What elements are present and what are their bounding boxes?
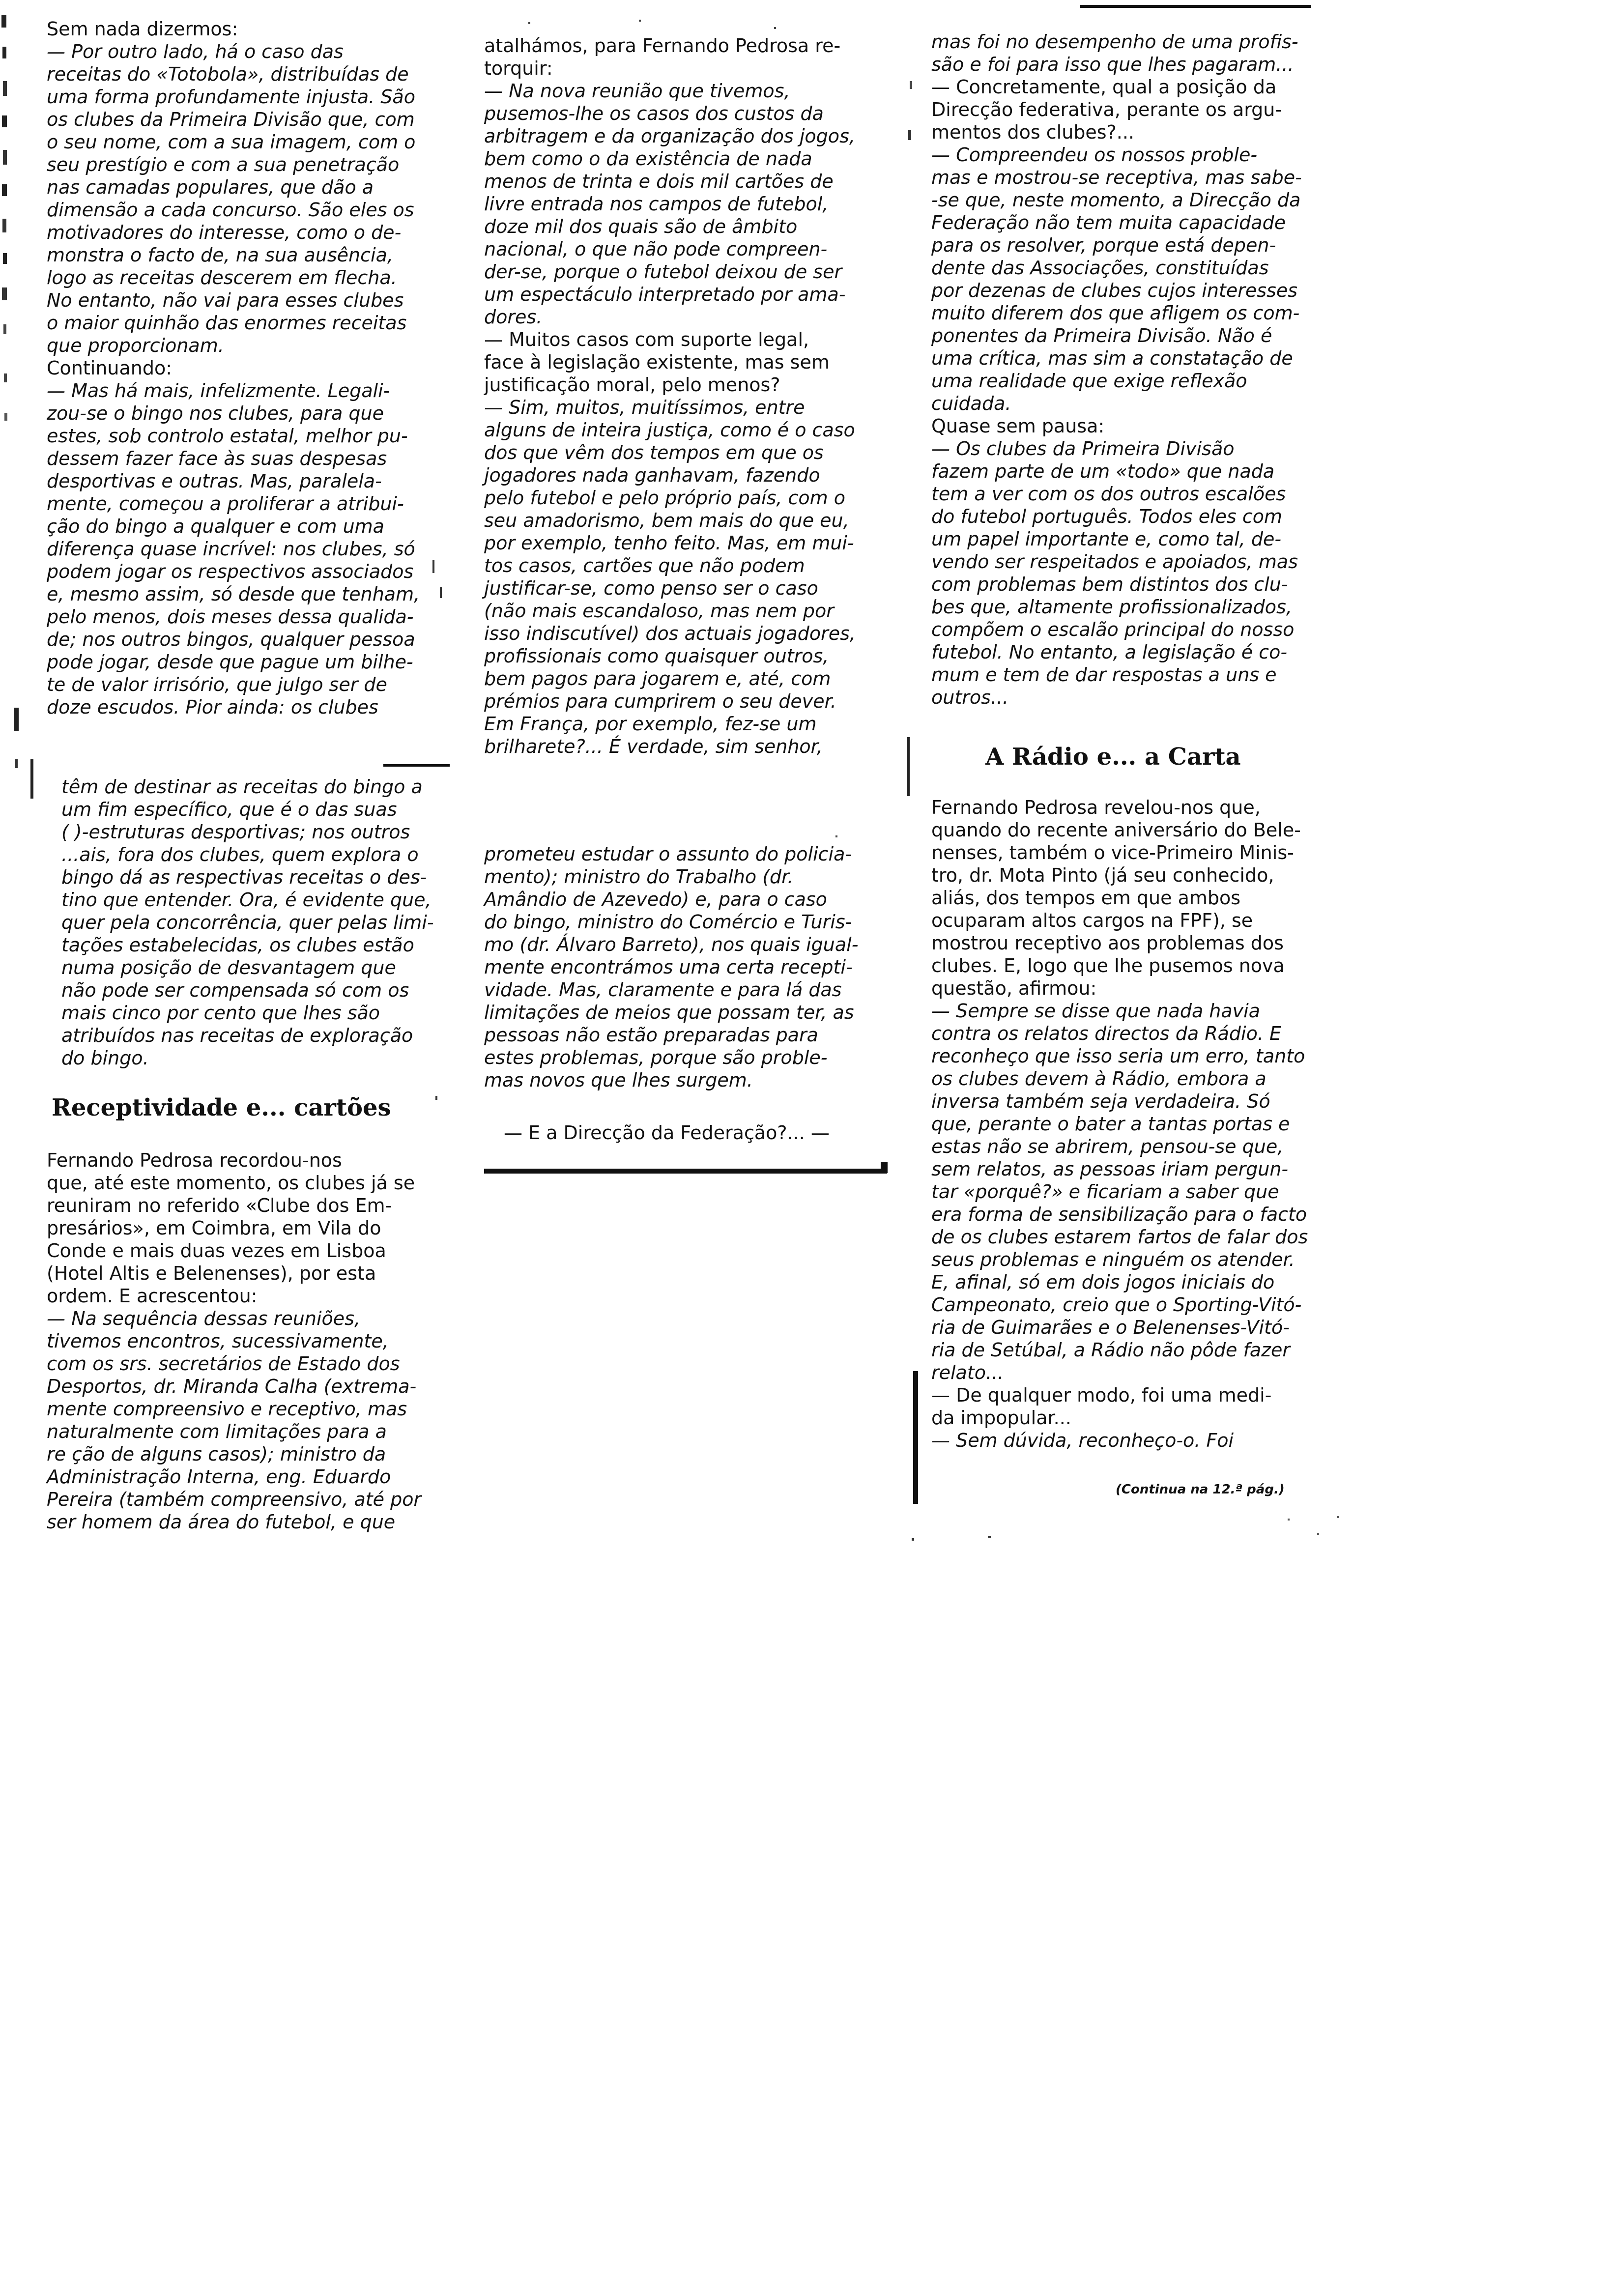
text-line: dente das Associações, constituídas — [931, 257, 1269, 279]
text-line: era forma de sensibilização para o facto — [931, 1204, 1307, 1225]
text-line: tos casos, cartões que não podem — [484, 555, 805, 576]
text-line: futebol. No entanto, a legislação é co- — [931, 641, 1288, 663]
text-line: não pode ser compensada só com os — [61, 979, 409, 1001]
text-line: ...ais, fora dos clubes, quem explora o — [61, 844, 419, 865]
text-line: reconheço que isso seria um erro, tanto — [931, 1045, 1305, 1067]
text-line: mais cinco por cento que lhes são — [61, 1002, 380, 1024]
text-line: compõem o escalão principal do nosso — [931, 619, 1295, 640]
text-line: por dezenas de clubes cujos interesses — [931, 280, 1297, 301]
text-line: ser homem da área do futebol, e que — [47, 1511, 396, 1533]
text-line: prometeu estudar o assunto do policia- — [484, 843, 852, 865]
text-line: pode jogar, desde que pague um bilhe- — [47, 651, 413, 673]
section-heading-receptividade: Receptividade e... cartões — [52, 1094, 391, 1121]
text-line: doze mil dos quais são de âmbito — [484, 216, 798, 237]
text-line: nacional, o que não pode compreen- — [484, 238, 828, 260]
text-line: — Compreendeu os nossos proble- — [931, 144, 1258, 166]
text-line: presários», em Coimbra, em Vila do — [47, 1217, 381, 1239]
text-line: mum e tem de dar respostas a uns e — [931, 664, 1277, 686]
text-line: tações estabelecidas, os clubes estão — [61, 934, 414, 956]
text-line: isso indiscutível) dos actuais jogadores, — [484, 623, 856, 644]
text-line: te de valor irrisório, que julgo ser de — [47, 674, 387, 695]
text-line: com problemas bem distintos dos clu- — [931, 574, 1288, 595]
text-line: Fernando Pedrosa recordou-nos — [47, 1149, 342, 1171]
text-line: Administração Interna, eng. Eduardo — [47, 1466, 391, 1488]
text-line: — Concretamente, qual a posição da — [931, 76, 1277, 98]
text-line: justificação moral, pelo menos? — [484, 374, 780, 396]
text-line: — Muitos casos com suporte legal, — [484, 329, 809, 350]
text-line: seu prestígio e com a sua penetração — [47, 154, 400, 175]
text-line: uma realidade que exige reflexão — [931, 370, 1247, 392]
text-line: naturalmente com limitações para a — [47, 1421, 387, 1442]
text-line: têm de destinar as receitas do bingo a — [61, 776, 423, 798]
text-line: — Os clubes da Primeira Divisão — [931, 438, 1235, 459]
text-line: mente encontrámos uma certa recepti- — [484, 956, 853, 978]
text-line: pelo futebol e pelo próprio país, com o — [484, 487, 846, 509]
text-line: de os clubes estarem fartos de falar dos — [931, 1226, 1308, 1248]
text-line: — De qualquer modo, foi uma medi- — [931, 1384, 1272, 1406]
text-line: mas e mostrou-se receptiva, mas sabe- — [931, 167, 1302, 188]
text-line: que proporcionam. — [47, 335, 224, 356]
text-line: ocuparam altos cargos na FPF), se — [931, 910, 1253, 931]
text-line: mento); ministro do Trabalho (dr. — [484, 866, 794, 888]
text-line: diferença quase incrível: nos clubes, só — [47, 538, 415, 560]
text-line: justificar-se, como penso ser o caso — [484, 577, 818, 599]
text-line: um papel importante e, como tal, de- — [931, 528, 1282, 550]
text-line: muito diferem dos que afligem os com- — [931, 302, 1300, 324]
text-line: dores. — [484, 306, 543, 328]
text-line: bingo dá as respectivas receitas o des- — [61, 866, 427, 888]
text-line: Em França, por exemplo, fez-se um — [484, 713, 817, 735]
text-line: inversa também seja verdadeira. Só — [931, 1091, 1270, 1112]
text-line: Amândio de Azevedo) e, para o caso — [484, 889, 827, 910]
text-line: mente, começou a proliferar a atribui- — [47, 493, 404, 515]
text-line: prémios para cumprirem o seu dever. — [484, 690, 836, 712]
text-line: o seu nome, com a sua imagem, com o — [47, 131, 416, 153]
text-line: que, até este momento, os clubes já se — [47, 1172, 415, 1194]
text-line: jogadores nada ganhavam, fazendo — [484, 464, 820, 486]
section-heading-radio: A Rádio e... a Carta — [985, 743, 1241, 771]
text-line: monstra o facto de, na sua ausência, — [47, 244, 393, 266]
text-line: E, afinal, só em dois jogos iniciais do — [931, 1271, 1275, 1293]
text-line: tino que entender. Ora, é evidente que, — [61, 889, 432, 911]
text-line: seus problemas e ninguém os atender. — [931, 1249, 1295, 1270]
text-line: por exemplo, tenho feito. Mas, em mui- — [484, 532, 854, 554]
text-line: mostrou receptivo aos problemas dos — [931, 932, 1284, 954]
text-line: Desportos, dr. Miranda Calha (extrema- — [47, 1376, 417, 1397]
text-line: mo (dr. Álvaro Barreto), nos quais igual- — [484, 934, 859, 955]
text-line: bem pagos para jogarem e, até, com — [484, 668, 831, 689]
continued-note: (Continua na 12.ª pág.) — [1116, 1482, 1285, 1497]
text-line: contra os relatos directos da Rádio. E — [931, 1023, 1281, 1044]
text-line: o maior quinhão das enormes receitas — [47, 312, 407, 334]
column-1 — [47, 0, 450, 1573]
text-line: pusemos-lhe os casos dos custos da — [484, 103, 824, 124]
text-line: Continuando: — [47, 357, 173, 379]
text-line: ção do bingo a qualquer e com uma — [47, 516, 384, 537]
text-line: brilharete?... É verdade, sim senhor, — [484, 736, 823, 757]
text-line: — Por outro lado, há o caso das — [47, 41, 344, 62]
text-line: são e foi para isso que lhes pagaram... — [931, 54, 1294, 75]
text-line: torquir: — [484, 57, 553, 79]
text-line: os clubes da Primeira Divisão que, com — [47, 109, 415, 130]
text-line: questão, afirmou: — [931, 977, 1097, 999]
text-line: tem a ver com os dos outros escalões — [931, 483, 1286, 505]
text-line: dos que vêm dos tempos em que os — [484, 442, 824, 463]
text-line: um espectáculo interpretado por ama- — [484, 284, 846, 305]
text-line: menos de trinta e dois mil cartões de — [484, 171, 834, 192]
text-line: vidade. Mas, claramente e para lá das — [484, 979, 842, 1001]
text-line: de; nos outros bingos, qualquer pessoa — [47, 629, 415, 650]
text-line: arbitragem e da organização dos jogos, — [484, 125, 855, 147]
text-line: Federação não tem muita capacidade — [931, 212, 1286, 233]
text-line: para os resolver, porque está depen- — [931, 234, 1276, 256]
text-line: e, mesmo assim, só desde que tenham, — [47, 583, 420, 605]
text-line: livre entrada nos campos de futebol, — [484, 193, 829, 215]
text-line: os clubes devem à Rádio, embora a — [931, 1068, 1267, 1090]
text-line: Fernando Pedrosa revelou-nos que, — [931, 797, 1261, 818]
text-line: uma crítica, mas sim a constatação de — [931, 347, 1293, 369]
text-line: — Na sequência dessas reuniões, — [47, 1308, 361, 1329]
text-line: ria de Setúbal, a Rádio não pôde fazer — [931, 1339, 1291, 1361]
text-line: (Hotel Altis e Belenenses), por esta — [47, 1263, 376, 1284]
text-line: podem jogar os respectivos associados — [47, 561, 414, 582]
text-line: ria de Guimarães e o Belenenses-Vitó- — [931, 1317, 1290, 1338]
text-line: com os srs. secretários de Estado dos — [47, 1353, 400, 1375]
text-line: (não mais escandaloso, mas nem por — [484, 600, 834, 622]
question-federation: — E a Direcção da Federação?... — — [504, 1122, 830, 1144]
text-line: bes que, altamente profissionalizados, — [931, 596, 1292, 618]
text-line: No entanto, não vai para esses clubes — [47, 289, 404, 311]
text-line: seu amadorismo, bem mais do que eu, — [484, 510, 849, 531]
text-line: -se que, neste momento, a Direcção da — [931, 189, 1301, 211]
text-line: Sem nada dizermos: — [47, 18, 238, 40]
text-line: atribuídos nas receitas de exploração — [61, 1025, 413, 1046]
text-line: vendo ser respeitados e apoiados, mas — [931, 551, 1298, 573]
text-line: dessem fazer face às suas despesas — [47, 448, 387, 469]
text-line: do bingo, ministro do Comércio e Turis- — [484, 911, 852, 933]
text-line: que, perante o bater a tantas portas e — [931, 1113, 1290, 1135]
text-line: profissionais como quaisquer outros, — [484, 645, 829, 667]
text-line: — Sim, muitos, muitíssimos, entre — [484, 397, 805, 418]
text-line: relato... — [931, 1362, 1004, 1383]
text-line: bem como o da existência de nada — [484, 148, 812, 170]
text-line: mente compreensivo e receptivo, mas — [47, 1398, 407, 1420]
text-line: — Na nova reunião que tivemos, — [484, 80, 790, 102]
text-line: pelo menos, dois meses dessa qualida- — [47, 606, 414, 628]
text-line: doze escudos. Pior ainda: os clubes — [47, 696, 378, 718]
text-line: quando do recente aniversário do Bele- — [931, 819, 1301, 841]
text-line: alguns de inteira justiça, como é o caso — [484, 419, 855, 441]
text-line: Campeonato, creio que o Sporting-Vitó- — [931, 1294, 1302, 1316]
text-line: um fim específico, que é o das suas — [61, 799, 397, 820]
text-line: ordem. E acrescentou: — [47, 1285, 258, 1307]
text-line: cuidada. — [931, 393, 1011, 414]
column-2 — [484, 0, 887, 1573]
text-line: sem relatos, as pessoas iriam pergun- — [931, 1158, 1289, 1180]
text-line: uma forma profundamente injusta. São — [47, 86, 415, 108]
text-line: — Mas há mais, infelizmente. Legali- — [47, 380, 390, 402]
text-line: ( )-estruturas desportivas; nos outros — [61, 821, 410, 843]
text-line: tro, dr. Mota Pinto (já seu conhecido, — [931, 864, 1274, 886]
text-line: tivemos encontros, sucessivamente, — [47, 1330, 389, 1352]
text-line: do bingo. — [61, 1047, 149, 1069]
text-line: Quase sem pausa: — [931, 415, 1105, 437]
text-line: atalhámos, para Fernando Pedrosa re- — [484, 35, 841, 57]
text-line: clubes. E, logo que lhe pusemos nova — [931, 955, 1285, 976]
text-line: limitações de meios que possam ter, as — [484, 1002, 854, 1023]
text-line: receitas do «Totobola», distribuídas de — [47, 63, 409, 85]
text-line: aliás, dos tempos em que ambos — [931, 887, 1241, 909]
text-line: logo as receitas descerem em flecha. — [47, 267, 397, 288]
text-line: ponentes da Primeira Divisão. Não é — [931, 325, 1272, 346]
text-line: motivadores do interesse, como o de- — [47, 222, 402, 243]
text-line: — Sempre se disse que nada havia — [931, 1000, 1261, 1022]
text-line: Pereira (também compreensivo, até por — [47, 1489, 422, 1510]
text-line: nenses, também o vice-Primeiro Minis- — [931, 842, 1294, 863]
text-line: re ção de alguns casos); ministro da — [47, 1443, 386, 1465]
text-line: estas não se abrirem, pensou-se que, — [931, 1136, 1284, 1157]
text-line: zou-se o bingo nos clubes, para que — [47, 402, 384, 424]
text-line: outros... — [931, 687, 1009, 708]
text-line: desportivas e outras. Mas, paralela- — [47, 470, 382, 492]
text-line: Conde e mais duas vezes em Lisboa — [47, 1240, 386, 1262]
text-line: Direcção federativa, perante os argu- — [931, 99, 1282, 120]
text-line: der-se, porque o futebol deixou de ser — [484, 261, 842, 283]
text-line: do futebol português. Todos eles com — [931, 506, 1283, 527]
text-line: mas foi no desempenho de uma profis- — [931, 31, 1298, 53]
text-line: estes problemas, porque são proble- — [484, 1047, 828, 1068]
text-line: face à legislação existente, mas sem — [484, 351, 830, 373]
text-line: mentos dos clubes?... — [931, 121, 1134, 143]
text-line: — Sem dúvida, reconheço-o. Foi — [931, 1430, 1234, 1451]
text-line: numa posição de desvantagem que — [61, 957, 396, 978]
text-line: nas camadas populares, que dão a — [47, 176, 374, 198]
text-line: pessoas não estão preparadas para — [484, 1024, 818, 1046]
text-line: dimensão a cada concurso. São eles os — [47, 199, 414, 221]
text-line: quer pela concorrência, quer pelas limi- — [61, 912, 434, 933]
text-line: tar «porquê?» e ficariam a saber que — [931, 1181, 1279, 1203]
text-line: estes, sob controlo estatal, melhor pu- — [47, 425, 408, 447]
text-line: fazem parte de um «todo» que nada — [931, 460, 1275, 482]
column-3 — [931, 0, 1334, 1573]
text-line: mas novos que lhes surgem. — [484, 1069, 753, 1091]
text-line: reuniram no referido «Clube dos Em- — [47, 1195, 392, 1216]
text-line: da impopular... — [931, 1407, 1071, 1429]
